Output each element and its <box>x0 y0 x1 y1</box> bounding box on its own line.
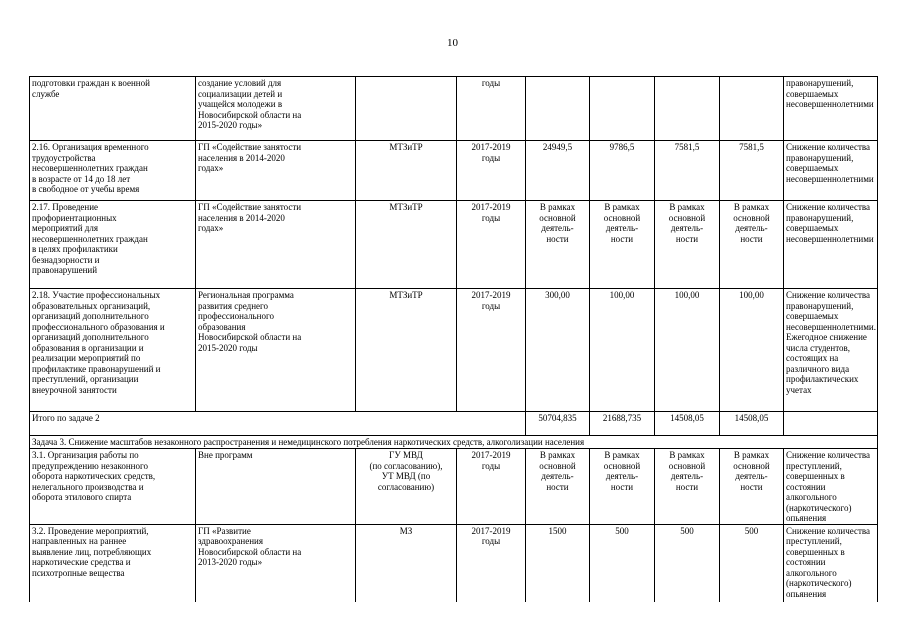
executor-cell: МТЗиТР <box>389 142 423 152</box>
term-cell: 2017-2019 годы <box>471 290 511 311</box>
page-number: 10 <box>447 37 458 49</box>
program-cell: ГП «Развитие здравоохранения Новосибирской области на 2013-2020 годы» <box>198 525 302 567</box>
program-cell: ГП «Содействие занятости населения в 2014-2020 годах» <box>198 142 302 173</box>
result-cell: Снижение количества правонарушений, совершаемых несовершеннолетними <box>786 142 874 184</box>
table-row <box>30 449 878 525</box>
event-cell: 3.1. Организация работы по предупреждению незаконного оборота наркотических средств, нелегального производства и оборота этилового спирта <box>32 450 156 502</box>
program-cell: Региональная программа развития среднего профессионального образования Новосибирской области на 2015-2020 годы <box>198 290 302 353</box>
event-cell: подготовки граждан к военной службе <box>32 78 150 99</box>
term-cell: 2017-2019 годы <box>471 450 511 471</box>
value-2018-cell: 9786,5 <box>609 142 635 152</box>
measures-table <box>29 76 878 602</box>
value-2017-cell: 300,00 <box>545 290 570 300</box>
total-row <box>30 412 878 436</box>
value-2017-cell: В рамках основной деятель- ности <box>539 202 576 244</box>
executor-cell: МТЗиТР <box>389 290 423 300</box>
program-cell: Вне программ <box>198 450 253 460</box>
program-cell: ГП «Содействие занятости населения в 2014-2020 годах» <box>198 202 302 233</box>
table-row <box>30 524 878 602</box>
executor-cell: МЗ <box>399 525 413 536</box>
value-2020-cell: 500 <box>744 525 759 536</box>
term-cell: 2017-2019 годы <box>471 202 511 223</box>
total-2018-cell: 21688,735 <box>602 413 642 423</box>
value-2019-cell: 100,00 <box>674 290 700 300</box>
result-cell: Снижение количества преступлений, совершенных в состоянии алкогольного (наркотического) опьянения <box>786 450 871 523</box>
value-2020-cell: В рамках основной деятель- ности <box>733 450 770 492</box>
task3-header: Задача 3. Снижение масштабов незаконного распространения и немедицинского потребления наркотических средств, алкоголизации населения <box>32 437 585 447</box>
value-2017-cell: 24949,5 <box>542 142 573 152</box>
result-cell: правонарушений, совершаемых несовершеннолетними <box>786 78 874 109</box>
term-cell: годы <box>481 78 501 88</box>
table-row <box>30 141 878 201</box>
event-cell: 2.18. Участие профессиональных образовательных организаций, организаций дополнительного профессионального образования и организаций дополнительного образования в организации и реализации мероприятий по профилактике правонарушений и преступлений, организации внеурочной занятости <box>32 290 165 395</box>
table-row <box>30 289 878 412</box>
event-cell: 2.17. Проведение профориентационных мероприятий для несовершеннолетних граждан в целях профилактики безнадзорности и правонарушений <box>32 202 148 275</box>
value-2018-cell: В рамках основной деятель- ности <box>603 450 641 492</box>
result-cell: Снижение количества правонарушений, совершаемых несовершеннолетними <box>786 202 874 244</box>
table-row <box>30 201 878 289</box>
table-row <box>30 77 878 141</box>
total-2020-cell: 14508,05 <box>734 413 769 423</box>
value-2018-cell: 100,00 <box>609 290 635 300</box>
value-2019-cell: В рамках основной деятель- ности <box>668 202 706 244</box>
term-cell: 2017-2019 годы <box>471 525 511 546</box>
result-cell: Снижение количества правонарушений, совершаемых несовершеннолетними. Ежегодное снижение числа студентов, состоящих на различного вида профилактических учетах <box>786 290 876 395</box>
value-2019-cell: 7581,5 <box>674 142 700 152</box>
event-cell: 3.2. Проведение мероприятий, направленных на раннее выявление лиц, потребляющих наркотические средства и психотропные вещества <box>32 525 152 578</box>
program-cell: создание условий для социализации детей и учащейся молодежи в Новосибирской области на 2015-2020 годы» <box>198 78 302 130</box>
term-cell: 2017-2019 годы <box>471 142 511 163</box>
result-cell: Снижение количества преступлений, совершенных в состоянии алкогольного (наркотического) опьянения <box>786 525 871 599</box>
value-2018-cell: 500 <box>615 525 629 536</box>
event-cell: 2.16. Организация временного трудоустройства несовершеннолетних граждан в возрасте от 14 до 18 лет в свободное от учебы время <box>32 142 149 194</box>
value-2020-cell: В рамках основной деятель- ности <box>733 202 770 244</box>
executor-cell: ГУ МВД (по согласованию), УТ МВД (по согласованию) <box>369 450 443 492</box>
total-2017-cell: 50704,835 <box>538 413 577 423</box>
value-2018-cell: В рамках основной деятель- ности <box>603 202 641 244</box>
value-2020-cell: 7581,5 <box>739 142 764 152</box>
executor-cell: МТЗиТР <box>389 202 423 212</box>
value-2017-cell: В рамках основной деятель- ности <box>539 450 576 492</box>
value-2020-cell: 100,00 <box>739 290 764 300</box>
value-2019-cell: В рамках основной деятель- ности <box>668 450 706 492</box>
value-2019-cell: 500 <box>680 525 694 536</box>
total-2019-cell: 14508,05 <box>670 413 704 423</box>
task-header-row <box>30 436 878 449</box>
value-2017-cell: 1500 <box>548 525 567 536</box>
total-label: Итого по задаче 2 <box>32 413 100 423</box>
